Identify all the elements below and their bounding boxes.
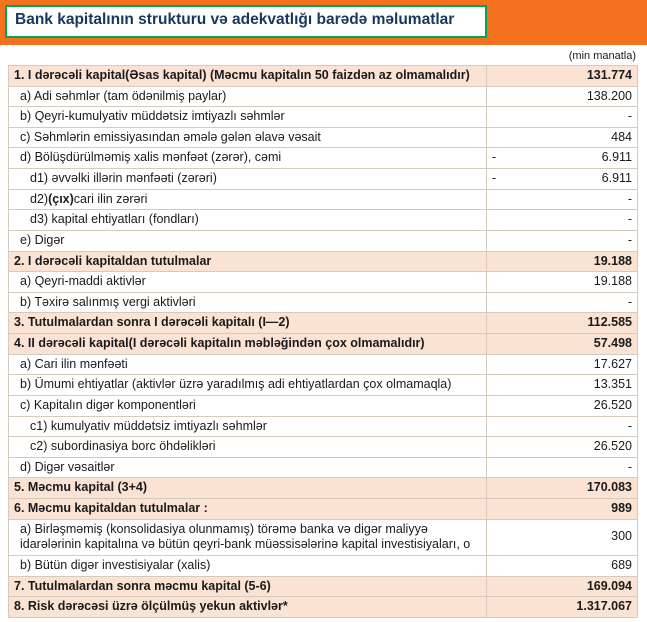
row-value xyxy=(487,334,638,355)
table-row xyxy=(9,478,638,499)
table-row xyxy=(9,556,638,577)
row-value xyxy=(487,128,638,149)
value-text: 138.200 xyxy=(586,88,632,103)
table-row xyxy=(9,293,638,314)
value-text: 26.520 xyxy=(593,439,632,454)
row-value xyxy=(487,272,638,293)
value-text: - xyxy=(627,232,632,247)
table-row xyxy=(9,458,638,479)
table-row xyxy=(9,417,638,438)
header-band xyxy=(0,0,647,45)
table-row xyxy=(9,577,638,598)
value-text: 689 xyxy=(611,557,632,572)
row-value xyxy=(487,458,638,479)
row-label: 3. Tutulmalardan sonra I dərəcəli kapitalı (I—2) xyxy=(9,313,487,334)
row-label: b) Bütün digər investisiyalar (xalis) xyxy=(9,556,487,577)
value-text: 300 xyxy=(611,529,632,544)
table-row xyxy=(9,272,638,293)
value-text: - xyxy=(627,418,632,433)
row-value xyxy=(487,499,638,520)
row-value xyxy=(487,355,638,376)
table-row xyxy=(9,87,638,108)
table-row xyxy=(9,499,638,520)
row-value xyxy=(487,597,638,618)
table-row xyxy=(9,66,638,87)
table-row xyxy=(9,313,638,334)
row-label: c2) subordinasiya borc öhdəlikləri xyxy=(9,437,487,458)
row-label: c) Səhmlərin emissiyasından əmələ gələn əlavə vəsait xyxy=(9,128,487,149)
row-label: b) Təxirə salınmış vergi aktivləri xyxy=(9,293,487,314)
row-value xyxy=(487,87,638,108)
row-label: d) Digər vəsaitlər xyxy=(9,458,487,479)
row-value xyxy=(487,66,638,87)
value-text: 6.911 xyxy=(601,150,632,165)
table-row xyxy=(9,252,638,273)
value-text: 26.520 xyxy=(593,397,632,412)
row-value xyxy=(487,231,638,252)
row-label: a) Adi səhmlər (tam ödənilmiş paylar) xyxy=(9,87,487,108)
minus-sign: - xyxy=(492,171,497,186)
value-text: 169.094 xyxy=(586,578,632,593)
capital-table xyxy=(8,65,638,618)
row-label: a) Birləşməmiş (konsolidasiya olunmamış) törəmə banka və digər maliyyə idarələrinin kapitalına və bütün qeyri-bank müəssisələrinə kapital investisiyaları, o xyxy=(9,520,487,556)
table-row xyxy=(9,520,638,556)
table-row xyxy=(9,210,638,231)
title-box xyxy=(5,5,487,38)
minus-sign: - xyxy=(492,150,497,165)
table-row xyxy=(9,107,638,128)
row-label: a) Qeyri-maddi aktivlər xyxy=(9,272,487,293)
value-text: - xyxy=(627,191,632,206)
row-value xyxy=(487,556,638,577)
value-text: 989 xyxy=(611,501,632,516)
row-label: 5. Məcmu kapital (3+4) xyxy=(9,478,487,499)
row-value xyxy=(487,396,638,417)
row-label: b) Ümumi ehtiyatlar (aktivlər üzrə yaradılmış adi ehtiyatlardan çox olmamaqla) xyxy=(9,375,487,396)
table-row xyxy=(9,190,638,211)
value-text: 1.317.067 xyxy=(576,599,632,614)
row-value xyxy=(487,478,638,499)
row-value xyxy=(487,313,638,334)
value-text: 13.351 xyxy=(593,377,632,392)
value-text: 19.188 xyxy=(593,274,632,289)
row-label: c) Kapitalın digər komponentləri xyxy=(9,396,487,417)
row-label: b) Qeyri-kumulyativ müddətsiz imtiyazlı səhmlər xyxy=(9,107,487,128)
row-label: 4. II dərəcəli kapital (I dərəcəli kapitalın məbləğindən çox olmamalıdır) xyxy=(9,334,487,355)
value-text: 19.188 xyxy=(593,253,632,268)
table-row xyxy=(9,396,638,417)
row-label: e) Digər xyxy=(9,231,487,252)
table-row xyxy=(9,597,638,618)
row-label: 6. Məcmu kapitaldan tutulmalar : xyxy=(9,499,487,520)
row-label: d) Bölüşdürülməmiş xalis mənfəət (zərər), cəmi xyxy=(9,148,487,169)
table-row xyxy=(9,128,638,149)
value-text: 484 xyxy=(611,129,632,144)
table-row xyxy=(9,148,638,169)
row-value xyxy=(487,107,638,128)
row-label: a) Cari ilin mənfəəti xyxy=(9,355,487,376)
value-text: 112.585 xyxy=(587,315,632,330)
table-row xyxy=(9,169,638,190)
row-value xyxy=(487,417,638,438)
row-label: c1) kumulyativ müddətsiz imtiyazlı səhmlər xyxy=(9,417,487,438)
page-title: Bank kapitalının strukturu və adekvatlığı barədə məlumatlar xyxy=(15,11,455,28)
row-label: d2) (çıx) cari ilin zərəri xyxy=(9,190,487,211)
row-label: 8. Risk dərəcəsi üzrə ölçülmüş yekun aktivlər* xyxy=(9,597,487,618)
value-text: - xyxy=(627,212,632,227)
table-row xyxy=(9,375,638,396)
value-text: - xyxy=(627,294,632,309)
row-value xyxy=(487,190,638,211)
row-label: 7. Tutulmalardan sonra məcmu kapital (5-6) xyxy=(9,577,487,598)
row-label: 1. I dərəcəli kapital (Əsas kapital) (Məcmu kapitalın 50 faizdən az olmamalıdır) xyxy=(9,66,487,87)
table-row xyxy=(9,437,638,458)
value-text: 170.083 xyxy=(586,480,632,495)
table-row xyxy=(9,231,638,252)
value-text: 57.498 xyxy=(593,336,632,351)
row-label: 2. I dərəcəli kapitaldan tutulmalar xyxy=(9,252,487,273)
row-value xyxy=(487,210,638,231)
table-row xyxy=(9,334,638,355)
row-value xyxy=(487,437,638,458)
unit-note: (min manatla) xyxy=(568,49,636,62)
table-row xyxy=(9,355,638,376)
value-text: 131.774 xyxy=(586,67,632,82)
value-text: 17.627 xyxy=(593,356,632,371)
row-value xyxy=(487,577,638,598)
row-label: d3) kapital ehtiyatları (fondları) xyxy=(9,210,487,231)
row-value xyxy=(487,520,638,556)
row-label: d1) əvvəlki illərin mənfəəti (zərəri) xyxy=(9,169,487,190)
value-text: - xyxy=(627,459,632,474)
row-value xyxy=(487,148,638,169)
row-value xyxy=(487,169,638,190)
value-text: - xyxy=(627,109,632,124)
row-value xyxy=(487,293,638,314)
row-value xyxy=(487,252,638,273)
value-text: 6.911 xyxy=(601,171,632,186)
row-value xyxy=(487,375,638,396)
